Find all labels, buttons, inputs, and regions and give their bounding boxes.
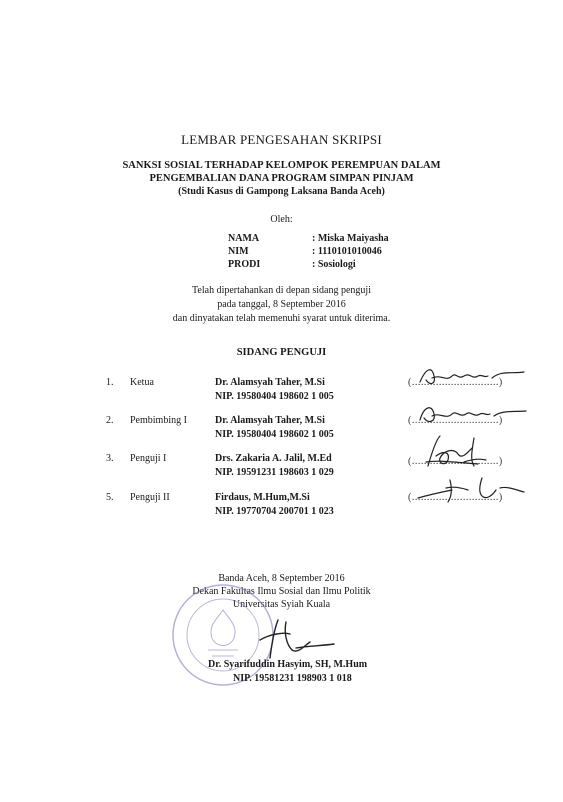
university-name: Universitas Syiah Kuala xyxy=(232,599,331,610)
member-name: Dr. Alamsyah Taher, M.Si xyxy=(215,377,325,388)
nama-label: NAMA xyxy=(228,233,260,244)
dekan-title: Dekan Fakultas Ilmu Sosial dan Ilmu Politik xyxy=(192,586,371,597)
thesis-title-line-2: PENGEMBALIAN DANA PROGRAM SIMPAN PINJAM xyxy=(149,173,414,184)
member-name: Dr. Alamsyah Taher, M.Si xyxy=(215,415,325,426)
nama-value: : Miska Maiyasha xyxy=(312,233,389,244)
dekan-name: Dr. Syarifuddin Hasyim, SH, M.Hum xyxy=(208,659,368,670)
signature-penguji-1 xyxy=(418,432,498,474)
member-role: Pembimbing I xyxy=(130,415,187,426)
place-date: Banda Aceh, 8 September 2016 xyxy=(218,573,345,584)
member-number: 3. xyxy=(106,453,114,464)
committee-heading: SIDANG PENGUJI xyxy=(236,347,327,358)
member-name: Firdaus, M.Hum,M.Si xyxy=(215,492,310,503)
nim-value: : 1110101010046 xyxy=(312,246,382,257)
member-role: Penguji I xyxy=(130,453,167,464)
member-nip: NIP. 19580404 198602 1 005 xyxy=(215,391,334,402)
member-nip: NIP. 19770704 200701 1 023 xyxy=(215,506,334,517)
signature-line: (.............................) xyxy=(408,415,503,426)
signature-line: (.............................) xyxy=(408,492,503,503)
signature-dekan xyxy=(240,612,340,662)
oleh-label: Oleh: xyxy=(270,214,293,225)
signature-penguji-2 xyxy=(412,474,532,504)
defense-line-3: dan dinyatakan telah memenuhi syarat untuk diterima. xyxy=(172,313,391,324)
member-name: Drs. Zakaria A. Jalil, M.Ed xyxy=(215,453,332,464)
member-role: Ketua xyxy=(130,377,154,388)
thesis-title-line-3: (Studi Kasus di Gampong Laksana Banda Aceh) xyxy=(178,186,385,197)
signature-line: (.............................) xyxy=(408,456,503,467)
member-number: 5. xyxy=(106,492,114,503)
signature-line: (.............................) xyxy=(408,377,503,388)
defense-line-2: pada tanggal, 8 September 2016 xyxy=(217,299,346,310)
signature-pembimbing xyxy=(412,402,532,428)
thesis-title-line-1: SANKSI SOSIAL TERHADAP KELOMPOK PEREMPUAN DALAM xyxy=(122,160,441,171)
member-number: 2. xyxy=(106,415,114,426)
page-title: LEMBAR PENGESAHAN SKRIPSI xyxy=(181,132,382,147)
member-nip: NIP. 19580404 198602 1 005 xyxy=(215,429,334,440)
prodi-label: PRODI xyxy=(228,259,261,270)
signature-ketua xyxy=(412,364,532,390)
defense-line-1: Telah dipertahankan di depan sidang penguji xyxy=(192,285,371,296)
member-nip: NIP. 19591231 198603 1 029 xyxy=(215,467,334,478)
dekan-nip: NIP. 19581231 198903 1 018 xyxy=(233,673,352,684)
nim-label: NIM xyxy=(228,246,249,257)
prodi-value: : Sosiologi xyxy=(312,259,356,270)
member-number: 1. xyxy=(106,377,114,388)
member-role: Penguji II xyxy=(130,492,170,503)
